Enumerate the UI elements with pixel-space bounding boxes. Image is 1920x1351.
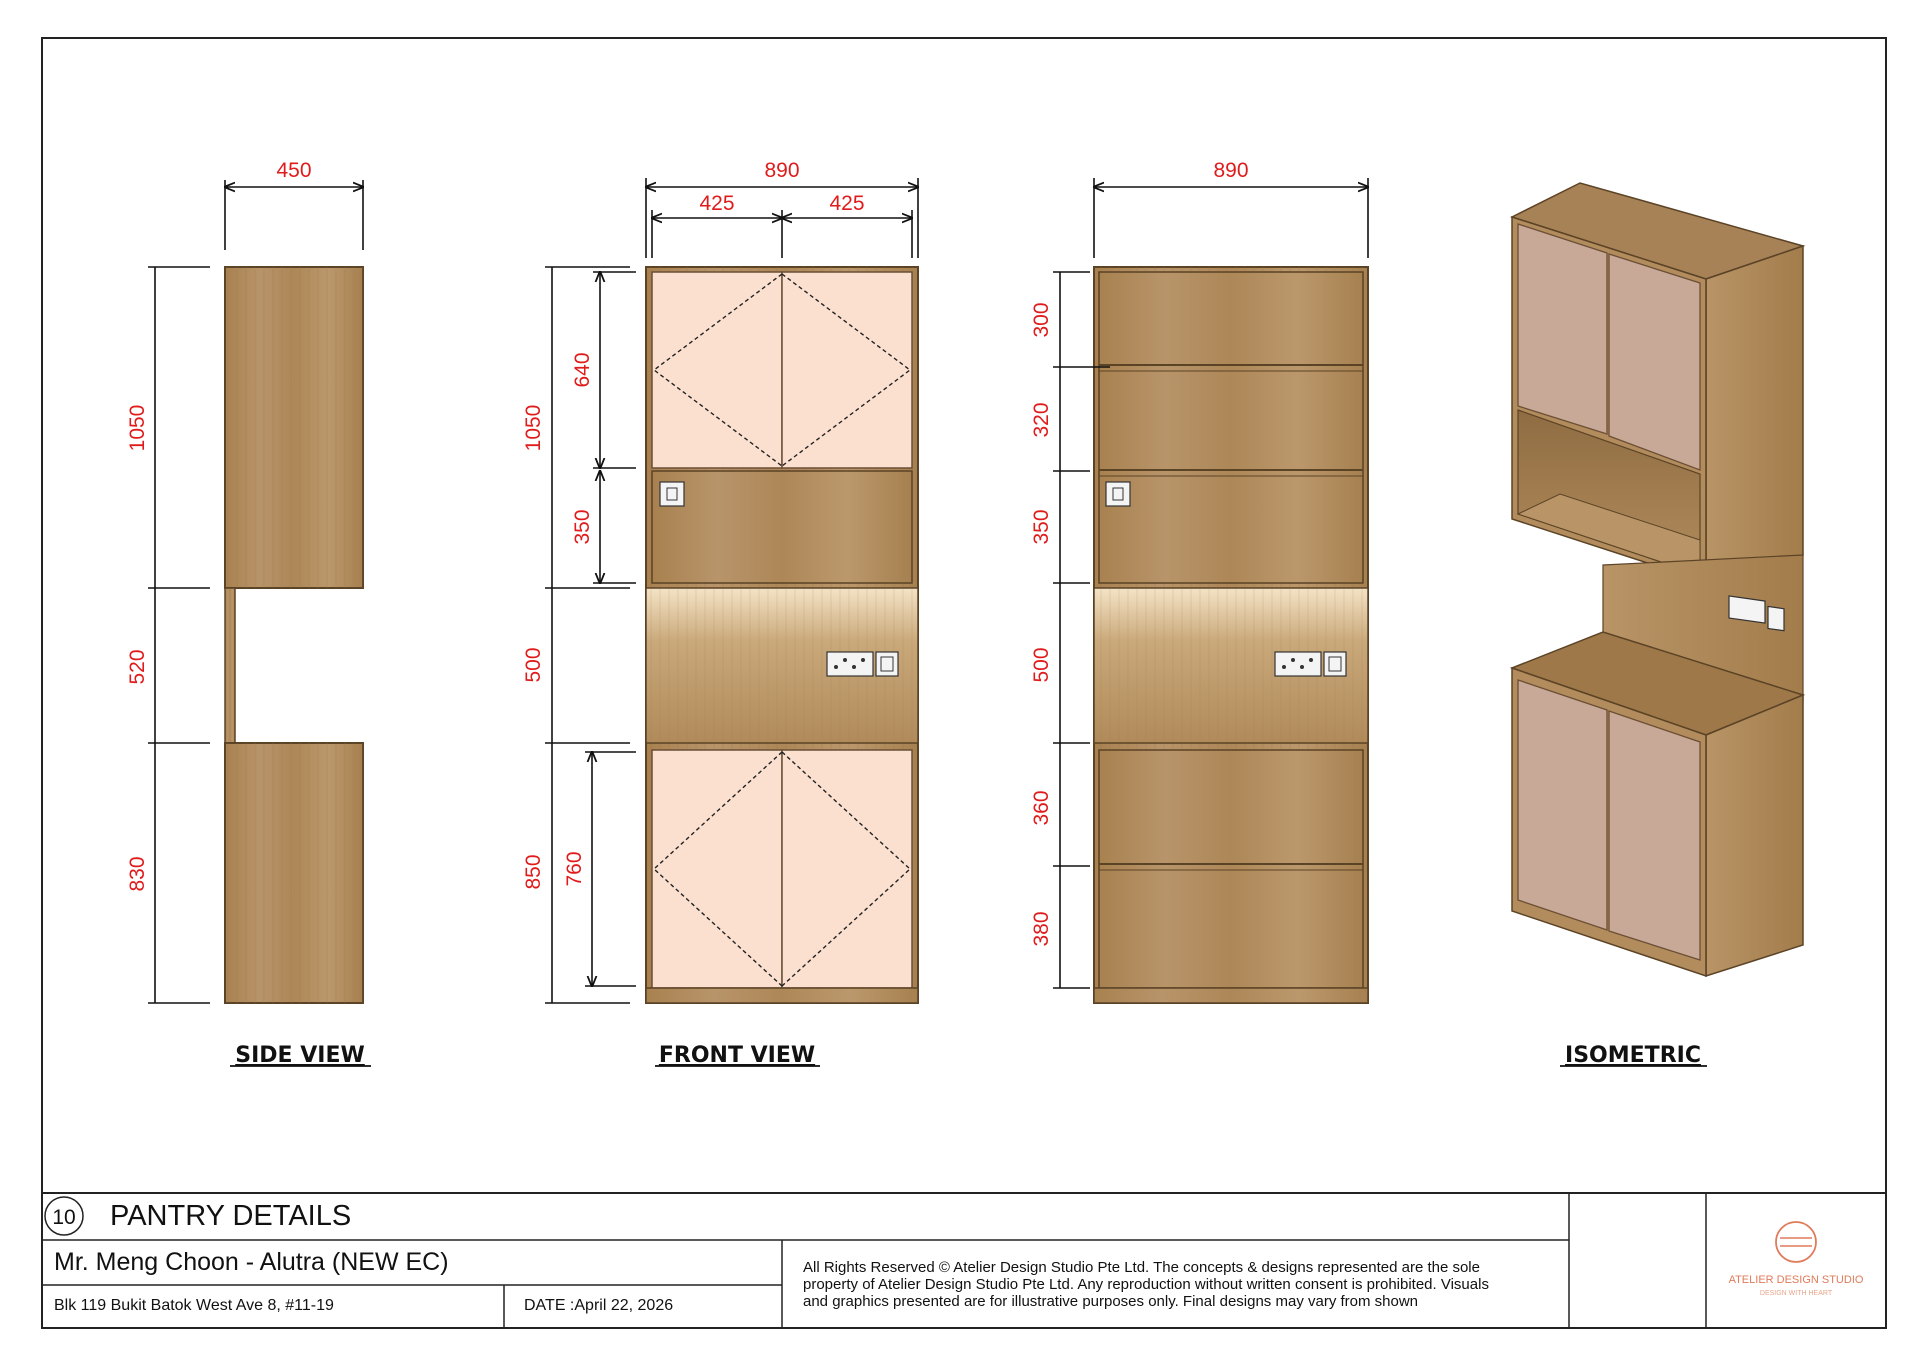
internal-view <box>1030 159 1368 1003</box>
front-dim-lower: 850 <box>522 854 545 890</box>
drawing-number: 10 <box>52 1206 76 1229</box>
iso-socket-icon <box>1729 596 1765 623</box>
front-view-title: FRONT VIEW <box>658 1043 816 1068</box>
iso-lower-door-left <box>1518 680 1607 930</box>
front-dim-lower-door: 760 <box>563 851 586 887</box>
internal-dim-5: 360 <box>1030 790 1053 826</box>
internal-switch-icon <box>1324 652 1346 676</box>
side-dim-lower: 830 <box>126 856 149 892</box>
side-view <box>126 159 371 1068</box>
isometric-view <box>1512 183 1803 1068</box>
iso-upper-door-left <box>1518 224 1607 434</box>
front-power-socket-icon <box>827 652 873 676</box>
internal-lower-compartment <box>1099 750 1363 988</box>
front-upper-door-right <box>782 272 912 468</box>
side-dim-upper: 1050 <box>126 404 149 452</box>
side-backpanel <box>225 588 235 743</box>
front-switch-icon <box>876 652 898 676</box>
studio-logo <box>1729 1222 1864 1297</box>
iso-lower-door-right <box>1609 711 1700 960</box>
front-plinth <box>646 988 918 1003</box>
front-dim-upper-door: 640 <box>571 352 594 388</box>
front-dim-gap: 500 <box>522 647 545 683</box>
iso-upper-door-right <box>1609 254 1700 470</box>
internal-dim-6: 380 <box>1030 911 1053 947</box>
copyright-line-1: All Rights Reserved © Atelier Design Studio Pte Ltd. The concepts & designs represented are the sole <box>803 1259 1480 1276</box>
internal-niche-socket-icon <box>1106 482 1130 506</box>
iso-switch-icon <box>1768 606 1784 630</box>
front-width-dim: 890 <box>764 159 800 182</box>
front-upper-door-left <box>652 272 782 468</box>
side-view-title: SIDE VIEW <box>235 1043 365 1068</box>
front-lower-door-left <box>652 750 782 988</box>
internal-upper-compartment <box>1099 272 1363 583</box>
client-name: Mr. Meng Choon - Alutra (NEW EC) <box>54 1248 449 1276</box>
logo-tagline: DESIGN WITH HEART <box>1759 1290 1833 1297</box>
logo-name: ATELIER DESIGN STUDIO <box>1728 1274 1864 1286</box>
isometric-title: ISOMETRIC <box>1565 1043 1701 1068</box>
internal-power-socket-icon <box>1275 652 1321 676</box>
front-door-width-right: 425 <box>829 192 865 215</box>
side-dim-gap: 520 <box>126 649 149 685</box>
side-width-dim: 450 <box>276 159 312 182</box>
front-dim-upper: 1050 <box>522 404 545 452</box>
front-niche <box>652 471 912 583</box>
site-address: Blk 119 Bukit Batok West Ave 8, #11-19 <box>54 1297 334 1314</box>
internal-width-dim: 890 <box>1213 159 1249 182</box>
drawing-date: DATE :April 22, 2026 <box>524 1297 674 1314</box>
internal-dim-3: 350 <box>1030 509 1053 545</box>
iso-upper-side <box>1706 246 1803 582</box>
copyright-line-2: property of Atelier Design Studio Pte Ltd. Any reproduction without written consent is prohibited. Visuals <box>803 1276 1489 1293</box>
front-niche-socket-icon <box>660 482 684 506</box>
internal-dim-2: 320 <box>1030 402 1053 438</box>
front-lower-door-right <box>782 750 912 988</box>
front-view <box>522 159 918 1068</box>
front-dim-niche: 350 <box>571 509 594 545</box>
front-door-width-left: 425 <box>699 192 735 215</box>
title-block <box>42 1193 1886 1328</box>
internal-dim-4: 500 <box>1030 647 1053 683</box>
copyright-line-3: and graphics presented are for illustrative purposes only. Final designs may vary from shown <box>803 1293 1419 1310</box>
drawing-title: PANTRY DETAILS <box>110 1200 352 1232</box>
iso-lower-side <box>1706 695 1803 976</box>
internal-dim-1: 300 <box>1030 302 1053 338</box>
